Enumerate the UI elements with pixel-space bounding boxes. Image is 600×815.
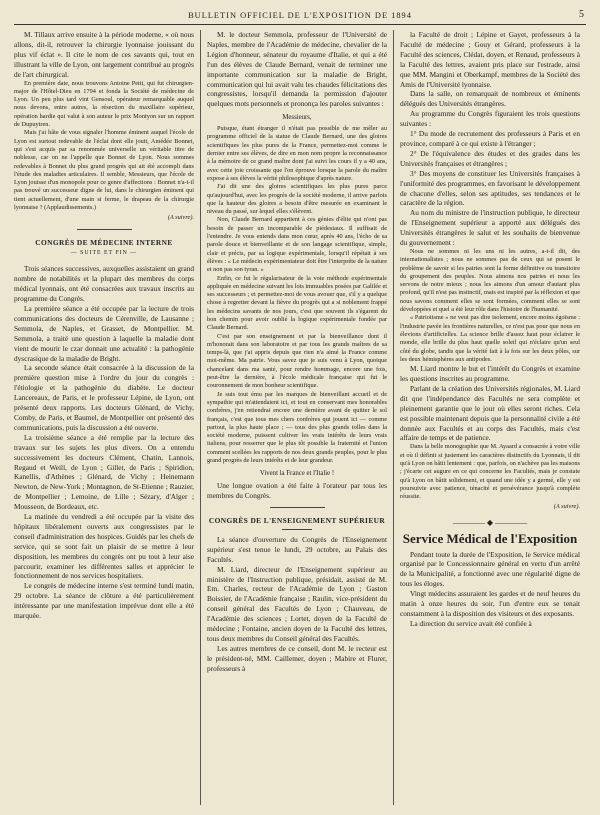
speech-paragraph: Non, Claude Bernard appartient à ces génies d'élite qui n'ont pas besoin de passer un incomparable de piédestaux. Il suffisait de l'entendre. Je vous entends dans mon cœur, après 40 ans, l'écho de sa parole douce et bienveillante et de son langage scientifique, simple, clair et précis, par sa logique expérimentale, lorsqu'il répétait à ses élèves : « Le médecin expérimentateur doit être l'interprète de la nature et non pas son tyran. »: [207, 216, 387, 274]
speech-paragraph: « Patriotisme » ne veut pas dire isolement, encore moins égoïsme : l'industrie pavée les frontières naturelles, ce n'est pas pour que nous en élevions d'artificielles. La science brille d'assez haut pour éclairer le monde, elle brille du plus haut quelle soleil qui n'éclaire qu'un seul côté du globe, tandis que la vérité fait à la fois sur les deux pôles, sur les deux hémisphères aux antipodes.: [400, 314, 580, 363]
paragraph: M. le docteur Semmola, professeur de l'Université de Naples, membre de l'Académie de médecine, chevalier de la Légion d'honneur, sénateur du royaume d'Italie, et qui a été l'un des élèves de Claude Bernard, venait de terminer une importante communication sur la maladie de Bright, communication qui lui avait valu les chaudes félicitations des congressistes, lorsqu'il demanda la permission d'ajouter quelques mots personnels et prononça les paroles suivantes :: [207, 30, 387, 109]
speech-paragraph: C'est par son enseignement et par la bienveillance dont il m'honorait dans son laboratoire et par tous les grands maîtres de sa temps-là, que j'ai appris depuis que rien n'a aimé la France comme moi-même. Ma patrie. Vous savez que je suis venu à Lyon, quoique chancelant dans ma santé, pour rendre hommage, encore une fois, peut-être la dernière, à l'école médicale française qui fut le couronnement de mon bonheur scientifique.: [207, 332, 387, 390]
quote-paragraph: Dans la belle monographie que M. Ayaard a consacrée à votre ville et où il définit si justement les caractères distinctifs du Lyonnais, il dit qu'à Lyon on bâtit lentement : que, parfois, on n'achève pas les maisons ; j'écarte cet augure en ce qui concerne les Facultés, mais je constate qu'à Lyon on bâtit solidement, et quand une idée y a germé, elle y est poursuivie avec patience, ténacité et persévérance jusqu'à complète réussite.: [400, 443, 580, 501]
list-item: 3° Des moyens de constituer les Universités françaises à l'uniformité des programmes, en favorisant le développement de chacune d'elles, selon ses aptitudes, ses tendances et le caractère de la région.: [400, 168, 580, 208]
bulletin-title: BULLETIN OFFICIEL DE L'EXPOSITION DE 1894: [188, 11, 412, 20]
to-be-continued: (A suivre).: [167, 214, 194, 222]
list-item: 1° Du mode de recrutement des professeurs à Paris et en province, comparé à ce qui existe à l'étranger ;: [400, 129, 580, 148]
page-number: 5: [579, 9, 584, 20]
divider: [270, 507, 325, 508]
ornament-divider: ———— ◆ ————: [452, 517, 528, 527]
paragraph: La séance d'ouverture du Congrès de l'Enseignement supérieur s'est tenue le lundi, 29 octobre, au Palais des Facultés.: [207, 534, 387, 564]
column-right: [400, 30, 580, 805]
column-divider: [200, 30, 201, 805]
column-left: [14, 30, 194, 805]
speech-paragraph: Je suis tout ému par les marques de bienveillant accueil et de sympathie qui m'attendaient ici, et tout en conservant mes honorables confrères, j'en retiendrai encore une dernière avant de quitter le sol français, c'est que tous mes chers confrères qui jouent ici — comme partout, la plus haute place ; — tous des plus grands tolles dans la société moderne, puissent cultiver les vrais intérêts de leurs vrais italiens, pour resserrer que le plus tôt possible la fraternité et l'union comment scellées les rapports de nos deux grands peuples, pour le plus grand progrès de leurs intérêts et de leur grandeur.: [207, 390, 387, 465]
salutation: Messieurs,: [282, 114, 312, 122]
paragraph: Vingt médecins assuraient les gardes et de neuf heures du matin à onze heures du soir, l'un d'entre eux se tenait constamment à la disposition des visiteurs et des exposants.: [400, 589, 580, 618]
divider: [77, 229, 132, 230]
paragraph: Dans la salle, on remarquait de nombreux et éminents délégués des Universités étrangères.: [400, 89, 580, 109]
speech-paragraph: Enfin, ce fut le régularisateur de la voie méthode expérimentale appliquée en médecine suivant les lois immuables posées par Galilée et ses successeurs ; et permettez-moi de vous avouer que, s'il y a quelque chose à regretter devant la fièvre du progrès qui a si noblement frappé les médecins savants de nos jours, c'est que souvent ils s'égarent du bon chemin pour avoir oublié la logique expérimentale fondée par Claude Bernard.: [207, 274, 387, 332]
columns: [14, 30, 586, 805]
list-item: 2° De l'équivalence des études et des grades dans les Universités françaises et étrangères ;: [400, 148, 580, 168]
divider: [282, 529, 312, 530]
section-subtitle: — SUITE ET FIN —: [70, 250, 138, 257]
paragraph: Trois séances successives, auxquelles assistaient un grand nombre de notabilités et la plupart des membres du corps médical lyonnais, ont été consacrées aux travaux inscrits au programme du Congrès.: [14, 264, 194, 304]
paragraph: La seconde séance était consacrée à la discussion de la première question mise à l'ordre du jour du congrès : l'étiologie et la pathogénie du diabète. Le docteur Lancereaux, de Paris, et le professeur Lépine, de Lyon, ont présenté deux rapports. Les docteurs Glénard, de Vichy, Comby, de Paris, et Baumel, de Montpellier ont présenté des communications, puis la discussion a été ouverte.: [14, 363, 194, 432]
paragraph: Le congrès de médecine interne s'est terminé lundi matin, 29 octobre. La séance de clôture a été particulièrement intéressante par une manifestation imprévue dont elle a été marquée.: [14, 581, 194, 621]
paragraph: Au programme du Congrès figuraient les trois questions suivantes :: [400, 109, 580, 129]
paragraph: M. Liard montre le but et l'intérêt du Congrès et examine les questions inscrites au programme.: [400, 364, 580, 383]
column-middle: [207, 30, 387, 805]
paragraph: La matinée du vendredi a été occupée par la visite des hôpitaux libéralement ouverts aux congressistes par le conseil d'administration des hospices. Guidés par les chefs de service, qui se sont fait un plaisir de se mettre à leur disposition, les membres du congrès ont pu tout à leur aise parcourir, examiner les différentes salles et apprécier le fonctionnement de nos services hospitaliers.: [14, 512, 194, 581]
paragraph: La première séance a été occupée par la lecture de trois communications des docteurs de Cérenville, de Lausanne ; Semmola, de Naples, et Grasset, de Montpellier. M. Semmola, a traité une question à laquelle la maladie dont vient de mourir le czar donnait une actualité : la pathogénie dyscrasique de la maladie de Bright.: [14, 304, 194, 363]
to-be-continued: (A suivre).: [553, 503, 580, 511]
speech-paragraph: Puisque, étant étranger il n'était pas possible de me mêler au programme officiel de la statue de Claude Bernard, une des gloires scientifiques les plus pures de la France, permettez-moi comme le dernier entre ses élèves, de dire en mon nom propre la reconnaissance à la mémoire de ce grand maître dont j'ai suivi les cours il y a 40 ans, avec cette joie croissante que l'on éprouve lorsque la parole du maître expose à ses élèves la vérité philosophique d'après nature.: [207, 125, 387, 182]
paragraph: Au nom du ministre de l'instruction publique, le directeur de l'Enseignement supérieur a apporté aux délégués des Universités étrangères le salut et les souhaits de bienvenue du gouvernement :: [400, 208, 580, 248]
speech-closing: Vivent la France et l'Italie !: [259, 470, 335, 478]
section-title: CONGRÈS DE MÉDECINE INTERNE: [35, 237, 173, 247]
paragraph: La troisième séance a été remplie par la lecture des travaux sur les sujets les plus divers. On a entendu successivement les docteurs Clément, Chatin, Lannois, Regaud et Weill, de Lyon ; Gillet, de Paris ; Spiridion, Kanellis, d'Athènes ; Glénard, de Vichy ; Heinemann Newton, de New-York ; Montagnon, de St-Etienne ; Rauzier, de Montpellier ; Lemoine, de Lille ; Sézary, d'Alger ; Mousseon, de Bordeaux, etc.: [14, 432, 194, 512]
paragraph: M. Liard, directeur de l'Enseignement supérieur au ministère de l'Instruction publique, présidait, assisté de M. Em. Charles, recteur de l'Académie de Lyon ; Gaston Boissier, de l'Académie française ; Raulin, vice-président du conseil général des Facultés de Lyon ; Chauveau, de l'Académie des sciences ; Lortet, doyen de la Faculté de médecine ; Fontaine, ancien doyen de la Faculté des lettres, tous deux membres du Conseil général des Facultés.: [207, 564, 387, 644]
paragraph: Mais j'ai hâte de vous signaler l'homme éminent auquel l'école de Lyon est surtout redevable de l'éclat dont elle jouit, Amédée Bonnet, qui s'est acquis par sa renommée universelle un véritable titre de noblesse, car on ne l'appelle que Bonnet de Lyon. Nous sommes redevables à Bonnet du plus grand progrès qui ait été accompli dans l'étude des maladies articulaires. Il semble, Messieurs, que l'école de Lyon jouisse d'un monopole pour ce genre d'affections : Bonnet n'a-t-il pas trouvé un successeur digne de lui, dans le chirurgien éminent qui tient actuellement, d'une main si ferme, le drapeau de la chirurgie lyonnaise ? (Applaudissements.): [14, 129, 194, 211]
paragraph: Parlant de la création des Universités régionales, M. Liard dit que l'indépendance des Facultés ne sera complète et pleinement garantie que le jour où elles seront riches. Cela est possible maintenant depuis que la personnalité civile a été donnée aux Facultés et au corps des Facultés, mais c'est affaire de temps et de patience.: [400, 383, 580, 443]
paragraph: la Faculté de droit ; Lépine et Gayet, professeurs à la Faculté de médecine ; Gouy et Gérard, professeurs à la Faculté des sciences, Clédat, doyen, et Renaud, professeurs à la Faculté des lettres, avaient pris place sur l'estrade, ainsi que MM. Mangini et Oberkampf, membres de la Société des Amis de l'Université lyonnaise.: [400, 30, 580, 89]
paragraph: Les autres membres de ce conseil, dont M. le recteur est le président-né, MM. Caillemer, doyen ; Mabire et Flurer, professeurs à: [207, 643, 387, 673]
paragraph: M. Tillaux arrive ensuite à la période moderne, « où nous allons, dit-il, retrouver la chirurgie lyonnaise jouissant du plus vif éclat ». Il cite le nom de ces savants qui, tout en illustrant la ville de Lyon, ont largement contribué au progrès de l'art chirurgical.: [14, 30, 194, 79]
speech-paragraph: Nous ne sommes ni les uns ni les autres, a-t-il dit, des internationalistes ; nous ne sommes pas de ceux qui se posent le problème de savoir si les patries sont la forme définitive ou transitoire du groupement des peuples. Nous aimons nos patries et nous les servons de notre mieux ; nous les aimons d'un amour d'autant plus profond, qu'il n'est pas instinctif, mais est inspiré par la réflexion et que nous savons comment elles se sont formées, comment elles se sont développées et quel a été leur rôle dans l'histoire de l'humanité.: [400, 247, 580, 314]
paragraph: Pendant toute la durée de l'Exposition, le Service médical organisé par le Concessionnaire général en vertu d'un arrêté de la Municipalité, a fonctionné avec une régularité digne de tous les éloges.: [400, 549, 580, 589]
section-title: Service Médical de l'Exposition: [402, 530, 578, 546]
column-divider: [393, 30, 394, 805]
paragraph: Une longue ovation a été faite à l'orateur par tous les membres du Congrès.: [207, 481, 387, 501]
speech-paragraph: J'ai dit une des gloires scientifiques les plus pures parce qu'aujourd'hui, avec les progrès de la société moderne, il arrive parfois que la hauteur des gloires a besoin d'être mesurée en examinant le niveau du passé, sur lequel elles s'élèvent.: [207, 183, 387, 216]
section-title: CONGRÈS DE L'ENSEIGNEMENT SUPÉRIEUR: [208, 516, 386, 526]
paragraph: La direction du service avait été confiée à: [410, 618, 532, 628]
page-header: [14, 8, 586, 25]
paragraph: En première date, nous trouvons Antoine Petit, qui fut chirurgien-major de l'Hôtel-Dieu en 1794 et fonda la Société de médecine de Lyon. Un peu plus tard vint Gensoul, opérateur remarquable auquel nous devons, entre autres, la résection du maxillaire supérieur, opération hardie qui valut à son auteur le prix Montyon sur un rapport de Dupuytren.: [14, 79, 194, 129]
